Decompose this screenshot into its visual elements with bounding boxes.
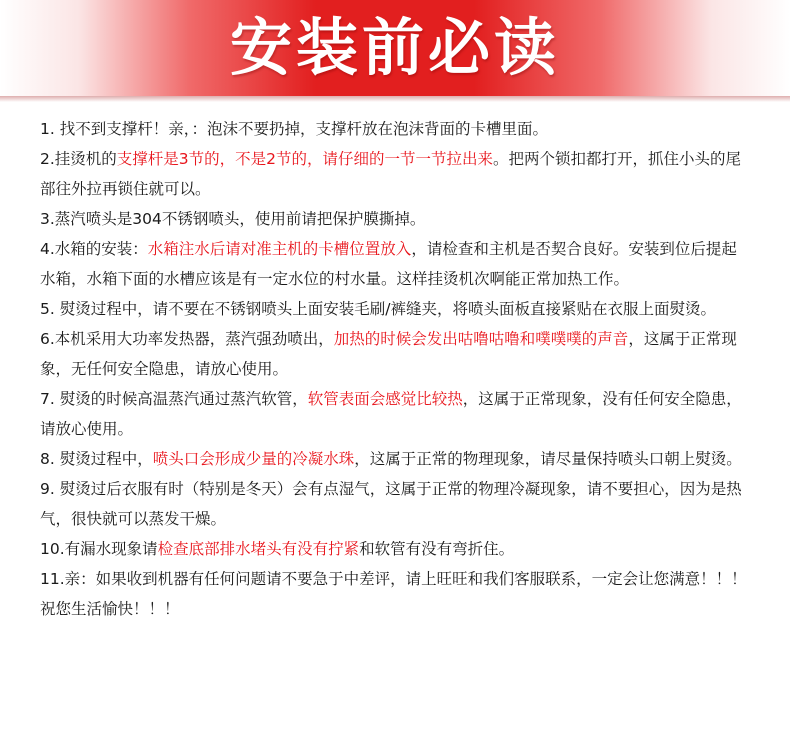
instruction-item	[40, 204, 752, 234]
instruction-text: 7. 熨烫的时候高温蒸汽通过蒸汽软管，	[40, 390, 308, 408]
instruction-item	[40, 474, 752, 534]
header-banner	[0, 0, 790, 96]
instruction-text: 4.水箱的安装：	[40, 240, 148, 258]
instruction-highlight: 软管表面会感觉比较热	[307, 390, 463, 408]
instruction-text: 10.有漏水现象请	[40, 540, 158, 558]
instruction-highlight: 水箱注水后请对准主机的卡槽位置放入	[147, 240, 412, 258]
instruction-text: 6.本机采用大功率发热器，蒸汽强劲喷出，	[40, 330, 334, 348]
instruction-text: 3.蒸汽喷头是304不锈钢喷头，使用前请把保护膜撕掉。	[40, 210, 426, 228]
banner-shadow	[0, 96, 790, 102]
instruction-text: 1. 找不到支撑杆！亲，：泡沫不要扔掉，支撑杆放在泡沫背面的卡槽里面。	[40, 120, 548, 138]
instruction-text: 。把两个锁扣都打开，抓住小头的尾部往外拉再锁住就可以。	[40, 150, 742, 198]
instruction-item	[40, 114, 752, 144]
instruction-highlight: 支撑杆是3节的，不是2节的，请仔细的一节一节拉出来	[116, 150, 494, 168]
instruction-text: ，这属于正常现象，无任何安全隐患，请放心使用。	[40, 330, 737, 378]
instruction-highlight: 检查底部排水堵头有没有拧紧	[157, 540, 360, 558]
instruction-text: 9. 熨烫过后衣服有时（特别是冬天）会有点湿气，这属于正常的物理冷凝现象，请不要担心，因为是热气，很快就可以蒸发干燥。	[40, 480, 742, 528]
instruction-highlight: 加热的时候会发出咕噜咕噜和噗噗噗的声音	[333, 330, 629, 348]
instruction-highlight: 喷头口会形成少量的冷凝水珠	[152, 450, 355, 468]
instruction-text: ，请检查和主机是否契合良好。安装到位后提起水箱，水箱下面的水槽应该是有一定水位的村水量。这样挂烫机次啊能正常加热工作。	[40, 240, 737, 288]
instruction-text: 和软管有没有弯折住。	[359, 540, 515, 558]
instruction-item	[40, 324, 752, 384]
instruction-text: ，这属于正常的物理现象，请尽量保持喷头口朝上熨烫。	[354, 450, 742, 468]
instruction-item	[40, 234, 752, 294]
page-title: 安装前必读	[229, 11, 560, 84]
instruction-text: 11.亲：如果收到机器有任何问题请不要急于中差评，请上旺旺和我们客服联系，一定会让您满意！！！祝您生活愉快！！！	[40, 570, 747, 618]
instruction-item	[40, 444, 752, 474]
instruction-item	[40, 144, 752, 204]
instruction-item	[40, 294, 752, 324]
instruction-item	[40, 384, 752, 444]
instruction-text: ，这属于正常现象，没有任何安全隐患，请放心使用。	[40, 390, 742, 438]
instruction-item	[40, 564, 752, 624]
instructions-list	[40, 114, 752, 624]
instruction-text: 8. 熨烫过程中，	[40, 450, 153, 468]
instruction-item	[40, 534, 752, 564]
instruction-text: 5. 熨烫过程中，请不要在不锈钢喷头上面安装毛刷/裤缝夹，将喷头面板直接紧贴在衣服上面熨烫。	[40, 300, 716, 318]
instruction-text: 2.挂烫机的	[40, 150, 117, 168]
